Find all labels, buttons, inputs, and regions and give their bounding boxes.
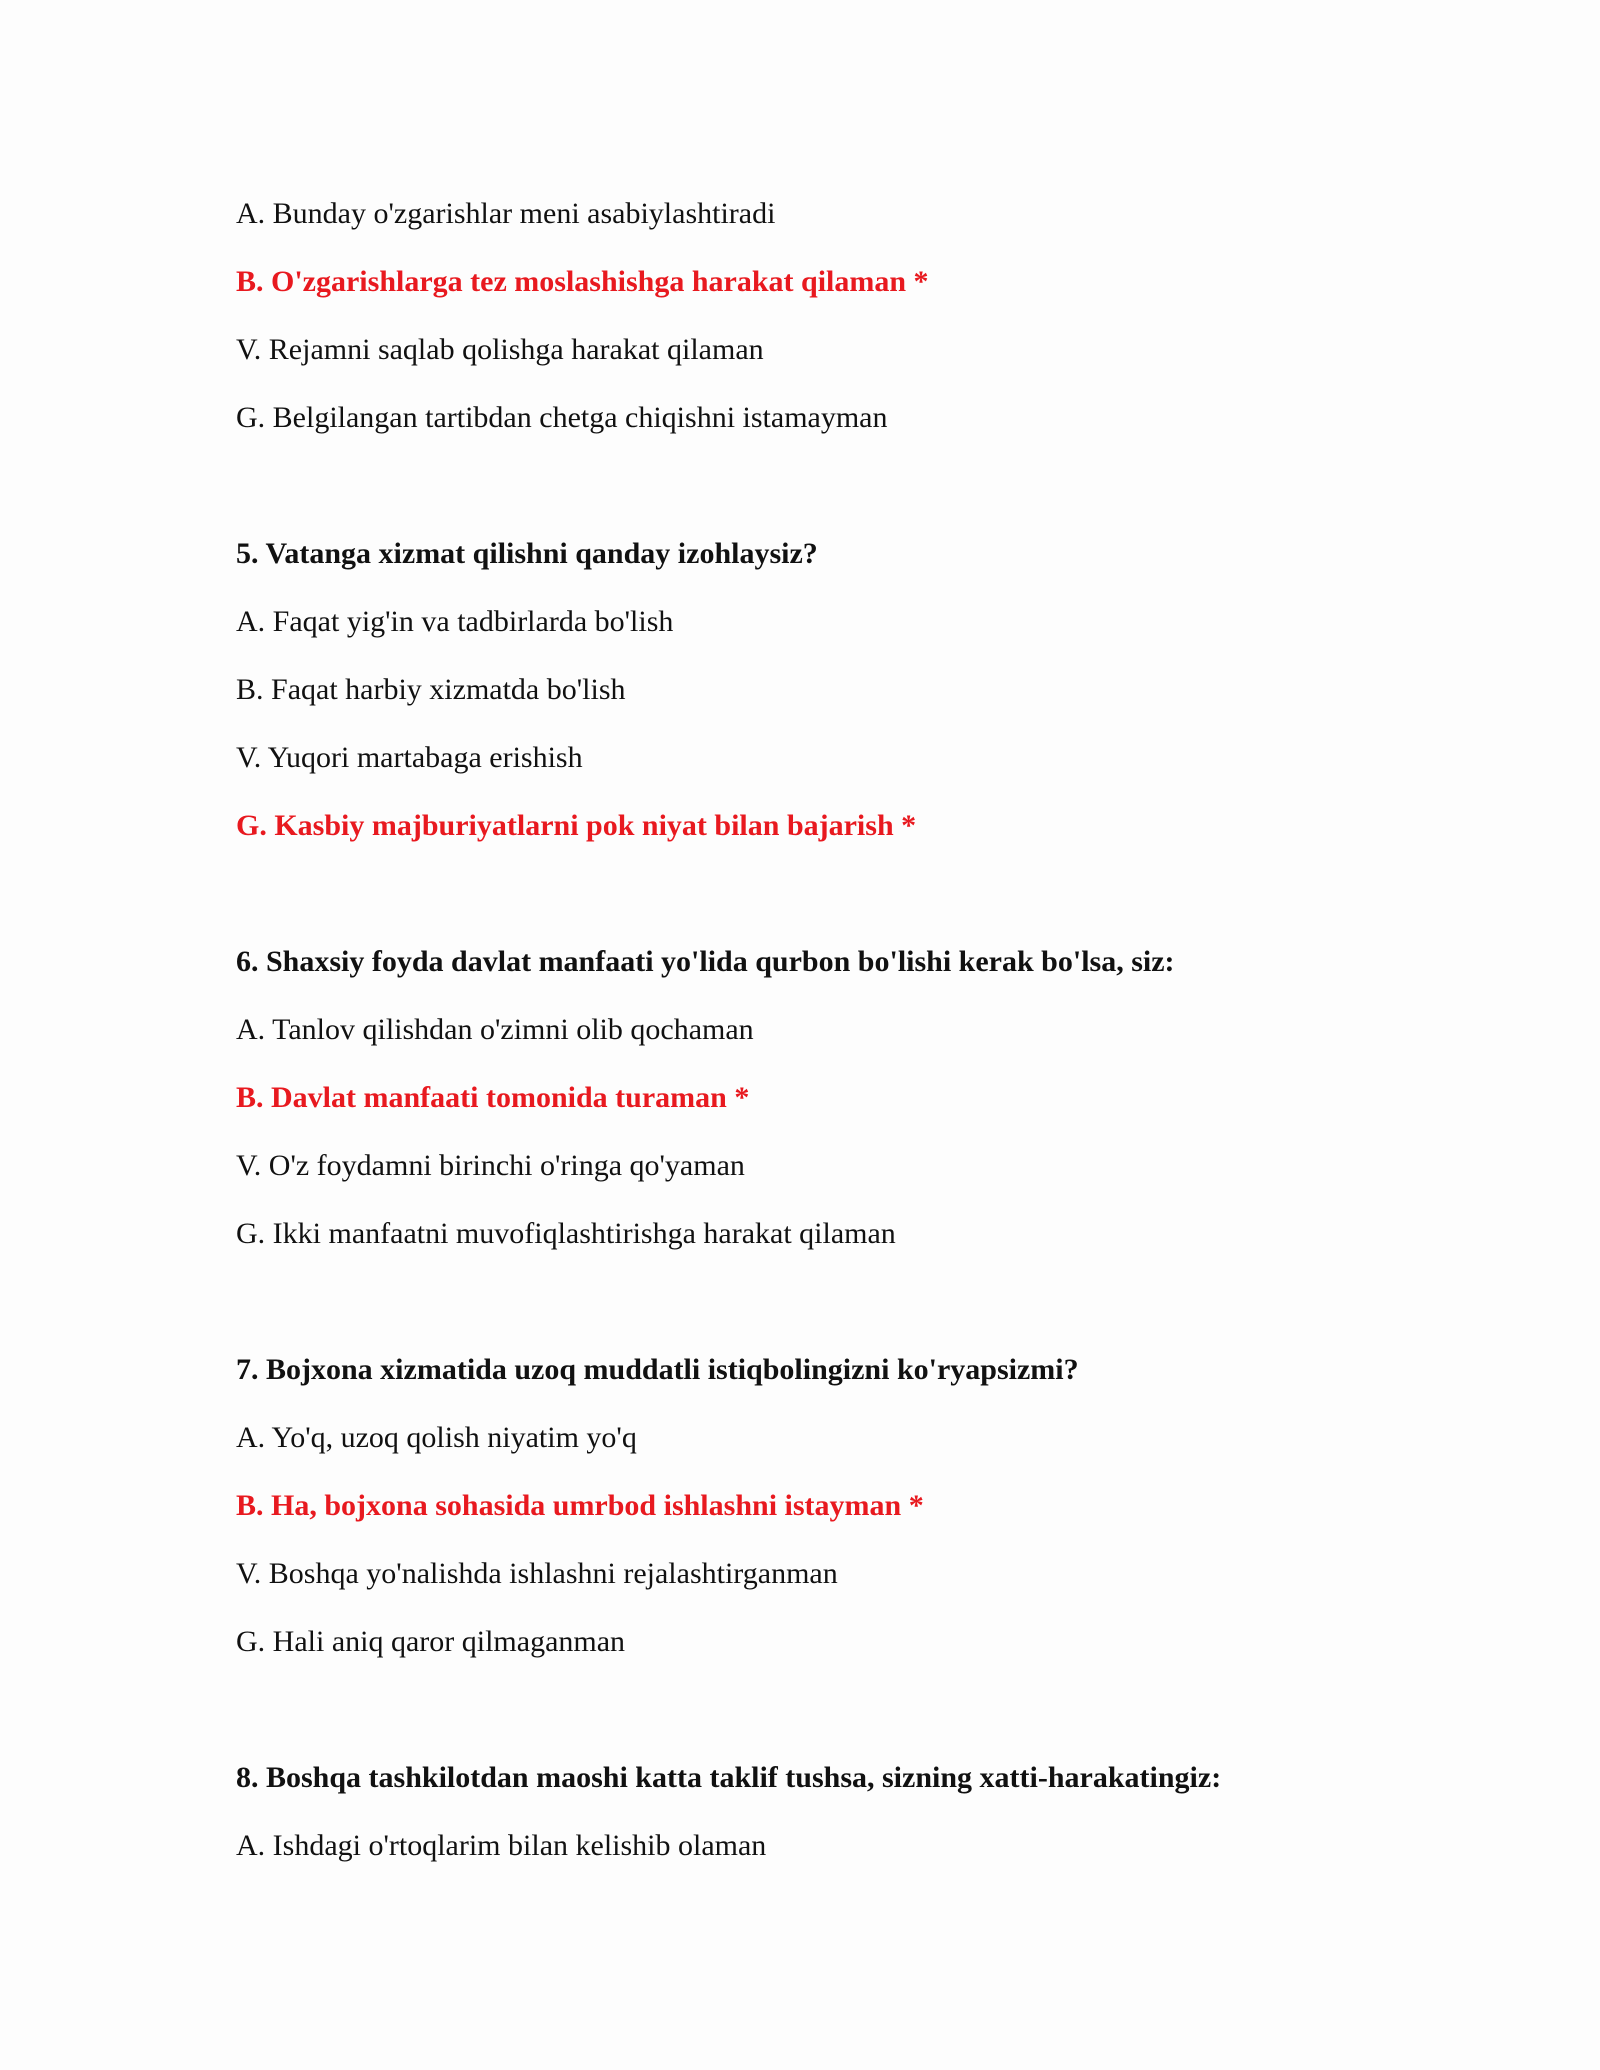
answer-option: G. Hali aniq qaror qilmaganman bbox=[236, 1625, 626, 1658]
answer-option: G. Belgilangan tartibdan chetga chiqishni istamayman bbox=[236, 401, 888, 434]
question-block bbox=[236, 180, 1436, 452]
quiz-content bbox=[236, 180, 1436, 1880]
spacer bbox=[236, 1268, 1436, 1336]
question-block bbox=[236, 928, 1436, 1268]
question-text: 5. Vatanga xizmat qilishni qanday izohlaysiz? bbox=[236, 537, 818, 570]
answer-option: A. Faqat yig'in va tadbirlarda bo'lish bbox=[236, 605, 674, 638]
answer-option: G. Ikki manfaatni muvofiqlashtirishga harakat qilaman bbox=[236, 1217, 896, 1250]
question-block bbox=[236, 1744, 1436, 1880]
spacer bbox=[236, 452, 1436, 520]
question-text: 7. Bojxona xizmatida uzoq muddatli istiqbolingizni ko'ryapsizmi? bbox=[236, 1353, 1079, 1386]
answer-option: A. Yo'q, uzoq qolish niyatim yo'q bbox=[236, 1421, 637, 1454]
answer-option: A. Ishdagi o'rtoqlarim bilan kelishib olaman bbox=[236, 1829, 767, 1862]
correct-answer-option: B. O'zgarishlarga tez moslashishga harakat qilaman * bbox=[236, 265, 929, 298]
spacer bbox=[236, 1676, 1436, 1744]
spacer bbox=[236, 860, 1436, 928]
answer-option: V. Boshqa yo'nalishda ishlashni rejalashtirganman bbox=[236, 1557, 838, 1590]
question-text: 8. Boshqa tashkilotdan maoshi katta taklif tushsa, sizning xatti-harakatingiz: bbox=[236, 1761, 1222, 1794]
correct-answer-option: G. Kasbiy majburiyatlarni pok niyat bilan bajarish * bbox=[236, 809, 917, 842]
question-block bbox=[236, 1336, 1436, 1676]
answer-option: V. Rejamni saqlab qolishga harakat qilaman bbox=[236, 333, 764, 366]
correct-answer-option: B. Ha, bojxona sohasida umrbod ishlashni istayman * bbox=[236, 1489, 924, 1522]
answer-option: V. Yuqori martabaga erishish bbox=[236, 741, 583, 774]
answer-option: B. Faqat harbiy xizmatda bo'lish bbox=[236, 673, 626, 706]
question-block bbox=[236, 520, 1436, 860]
correct-answer-option: B. Davlat manfaati tomonida turaman * bbox=[236, 1081, 750, 1114]
answer-option: A. Tanlov qilishdan o'zimni olib qochaman bbox=[236, 1013, 754, 1046]
answer-option: A. Bunday o'zgarishlar meni asabiylashtiradi bbox=[236, 197, 776, 230]
question-text: 6. Shaxsiy foyda davlat manfaati yo'lida qurbon bo'lishi kerak bo'lsa, siz: bbox=[236, 945, 1175, 978]
answer-option: V. O'z foydamni birinchi o'ringa qo'yaman bbox=[236, 1149, 745, 1182]
